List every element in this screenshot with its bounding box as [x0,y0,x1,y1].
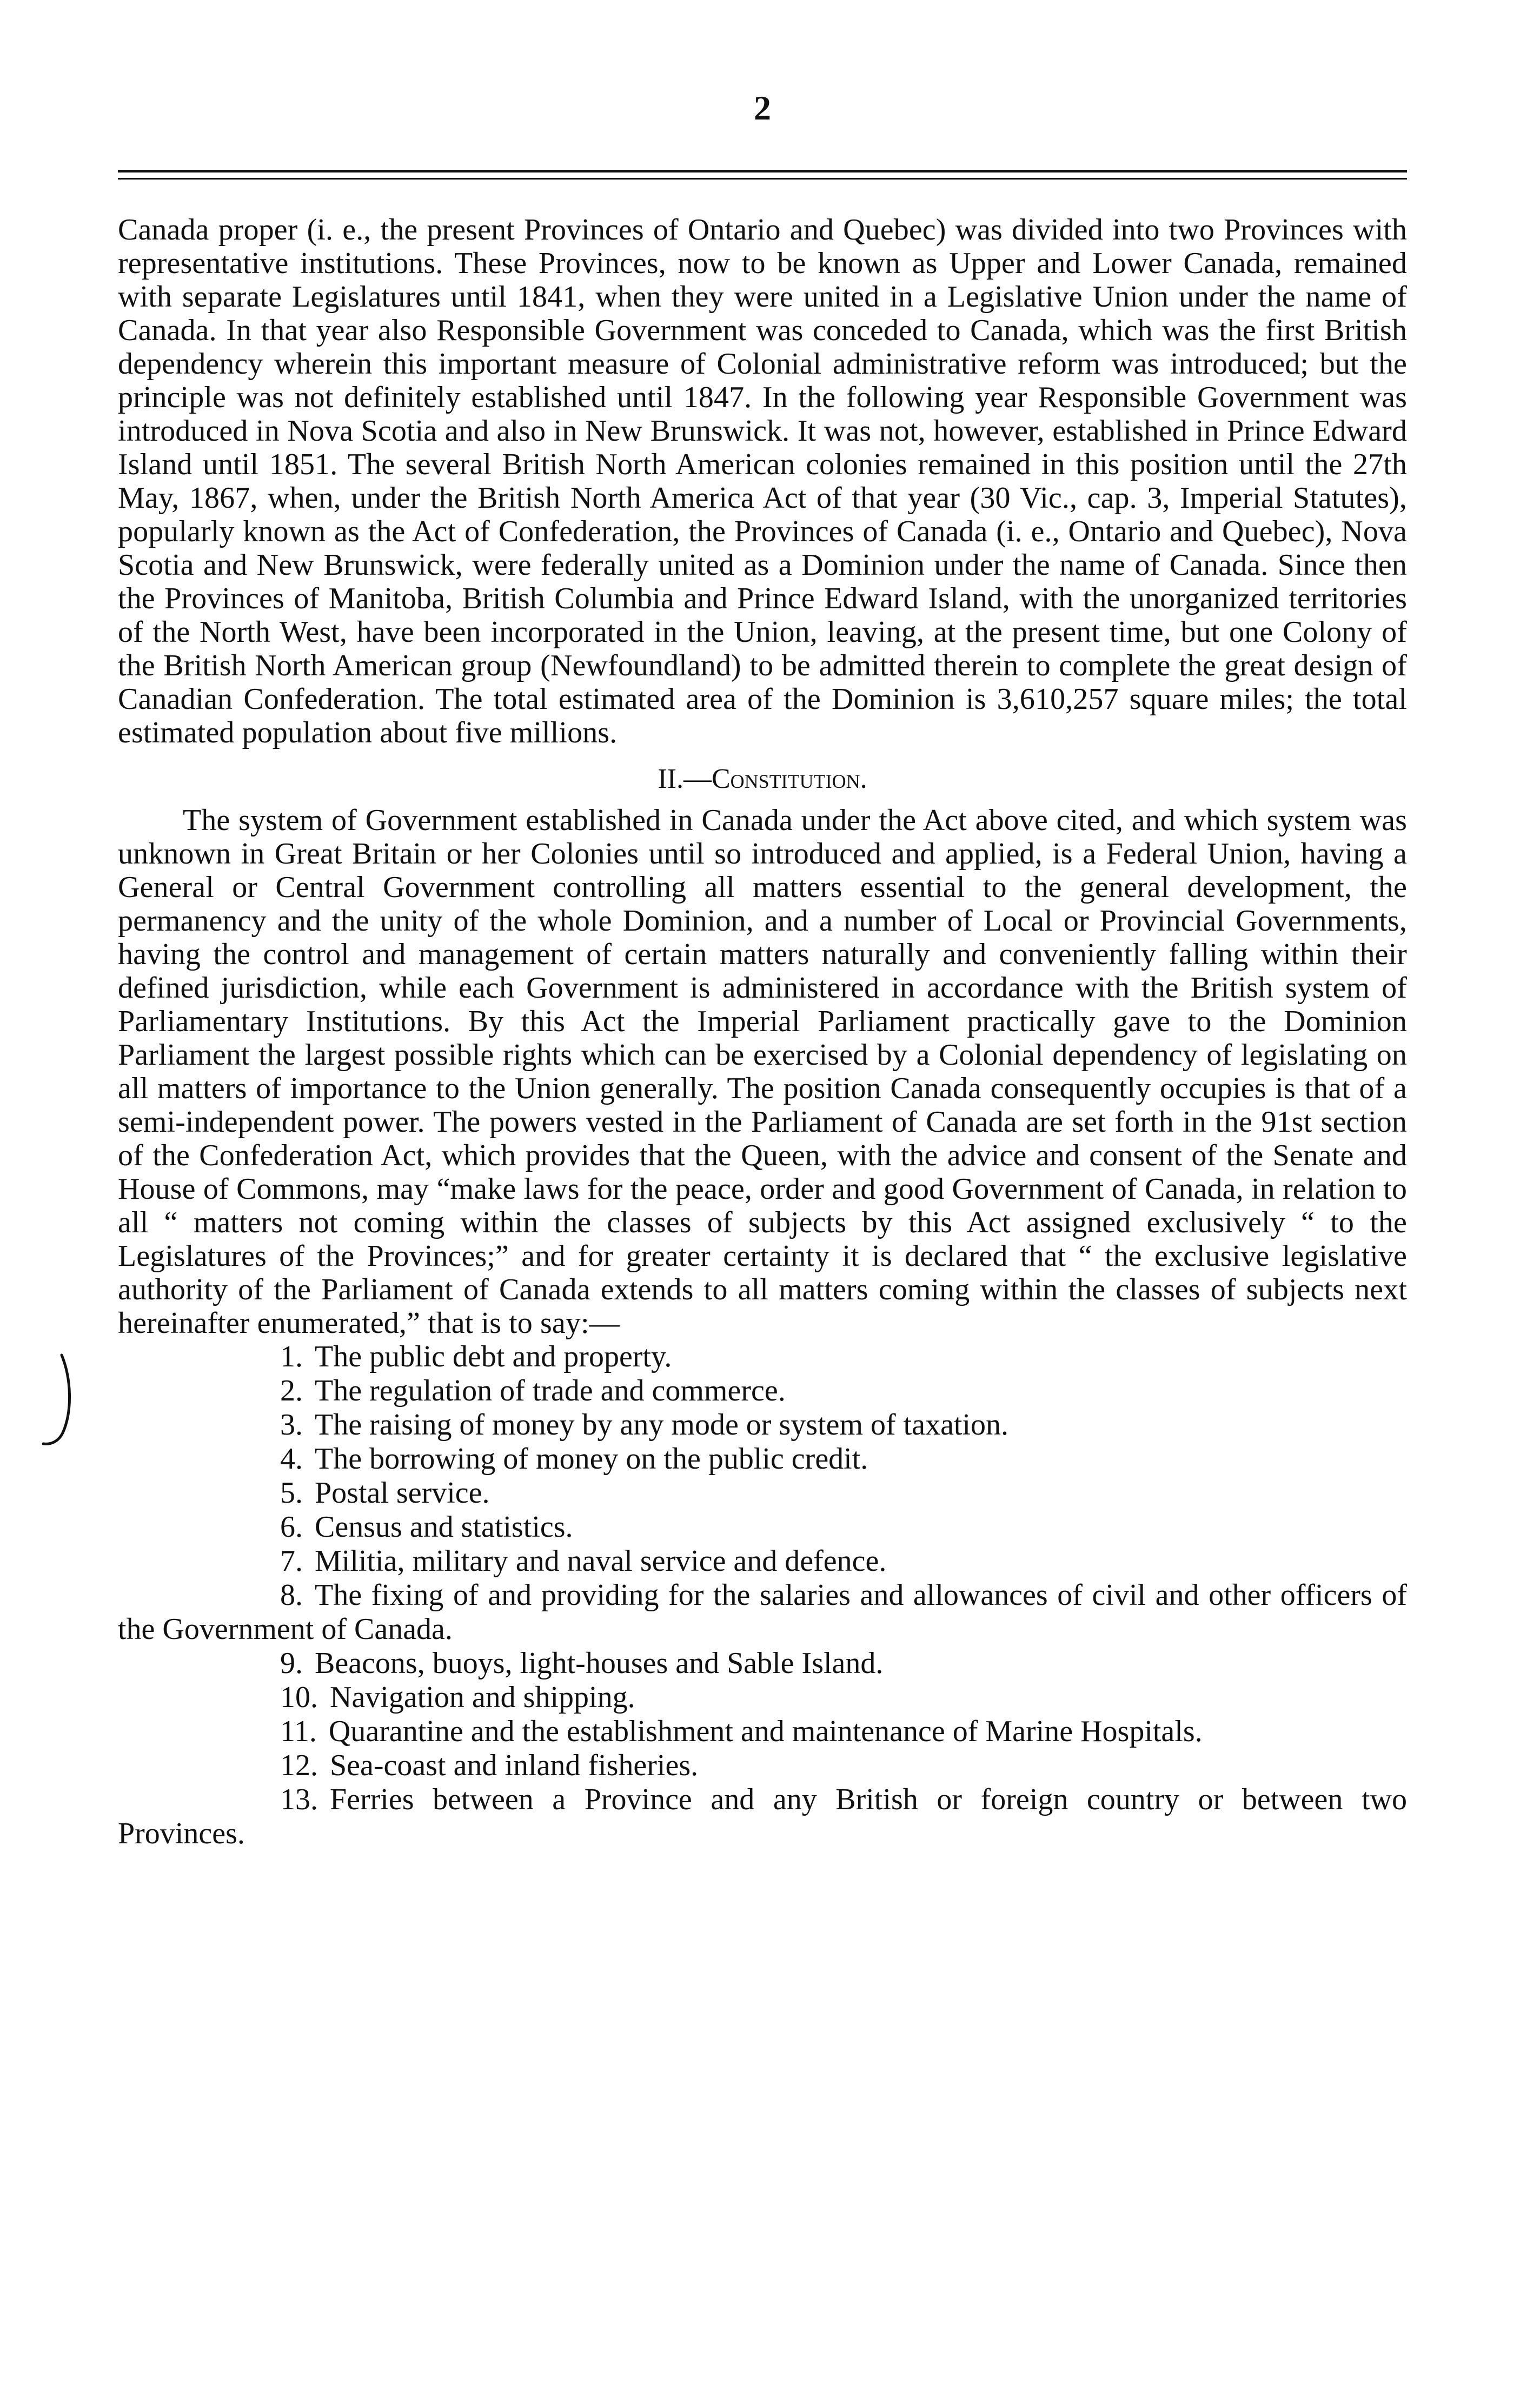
enumerated-item-number: 2. [280,1374,303,1408]
enumerated-item-text: Beacons, buoys, light-houses and Sable Island. [315,1647,884,1680]
enumerated-item-text: The public debt and property. [315,1340,672,1373]
enumerated-item-number: 12. [280,1749,318,1782]
enumerated-item [118,1374,1407,1408]
enumerated-item-text: Navigation and shipping. [330,1681,635,1714]
enumerated-item-text: The fixing of and providing for the salaries and allowances of civil and other officers of the Government of Canada. [118,1578,1407,1646]
enumerated-item [118,1681,1407,1715]
enumerated-item-text: Census and statistics. [315,1510,573,1544]
enumerated-item-text: The raising of money by any mode or system of taxation. [315,1408,1009,1442]
enumerated-powers-list [118,1340,1407,1851]
header-rule-thin [118,178,1407,180]
enumerated-item [118,1476,1407,1510]
enumerated-item-number: 4. [280,1442,303,1476]
enumerated-item [118,1715,1407,1749]
enumerated-item-number: 5. [280,1476,303,1510]
enumerated-item-number: 8. [280,1578,303,1612]
enumerated-item-number: 6. [280,1510,303,1544]
enumerated-item-number: 10. [280,1681,318,1714]
enumerated-item [118,1749,1407,1783]
enumerated-item [118,1408,1407,1442]
enumerated-item [118,1340,1407,1374]
constitution-paragraph: The system of Government established in Canada under the Act above cited, and which system was unknown in Great Britain or her Colonies until so introduced and applied, is a Federal Union, having a General or Central Government controlling all matters essential to the general development, the permanency and the unity of the whole Dominion, and a number of Local or Provincial Governments, having the control and management of certain matters naturally and conveniently falling within their defined jurisdiction, while each Government is administered in accordance with the British system of Parliamentary Institutions. By this Act the Imperial Parliament practically gave to the Dominion Parliament the largest possible rights which can be exercised by a Colonial dependency of legislating on all matters of importance to the Union generally. The position Canada consequently occupies is that of a semi-independent power. The powers vested in the Parliament of Canada are set forth in the 91st section of the Confederation Act, which provides that the Queen, with the advice and consent of the Senate and House of Commons, may “make laws for the peace, order and good Government of Canada, in relation to all “ matters not coming within the classes of subjects by this Act assigned exclusively “ to the Legislatures of the Provinces;” and for greater certainty it is declared that “ the exclusive legislative authority of the Parliament of Canada extends to all matters coming within the classes of subjects next hereinafter enumerated,” that is to say:— [118,804,1407,1340]
enumerated-item-text: Sea-coast and inland fisheries. [330,1749,699,1782]
intro-paragraph: Canada proper (i. e., the present Provinces of Ontario and Quebec) was divided into two Provinces with representative institutions. These Provinces, now to be known as Upper and Lower Canada, remained with separate Legislatures until 1841, when they were united in a Legislative Union under the name of Canada. In that year also Responsible Government was conceded to Canada, which was the first British dependency wherein this important measure of Colonial administrative reform was introduced; but the principle was not definitely established until 1847. In the following year Responsible Government was introduced in Nova Scotia and also in New Brunswick. It was not, however, established in Prince Edward Island until 1851. The several British North American colonies remained in this position until the 27th May, 1867, when, under the British North America Act of that year (30 Vic., cap. 3, Imperial Statutes), popularly known as the Act of Confederation, the Provinces of Canada (i. e., Ontario and Quebec), Nova Scotia and New Brunswick, were federally united as a Dominion under the name of Canada. Since then the Provinces of Manitoba, British Columbia and Prince Edward Island, with the unorganized territories of the North West, have been incorporated in the Union, leaving, at the present time, but one Colony of the British North American group (Newfoundland) to be admitted therein to complete the great design of Canadian Confederation. The total estimated area of the Dominion is 3,610,257 square miles; the total estimated population about five millions. [118,213,1407,749]
margin-bracket-mark [40,1352,78,1449]
enumerated-item-text: The borrowing of money on the public credit. [315,1442,868,1476]
enumerated-item-text: Ferries between a Province and any British or foreign country or between two Provinces. [118,1783,1407,1850]
enumerated-item [118,1510,1407,1544]
enumerated-item-number: 13. [280,1783,318,1816]
enumerated-item-text: Militia, military and naval service and defence. [315,1544,887,1578]
section-heading: II.—Constitution. [658,764,867,794]
enumerated-item-number: 11. [280,1715,317,1748]
enumerated-item [118,1578,1407,1647]
enumerated-item-text: Postal service. [315,1476,490,1510]
enumerated-item-number: 1. [280,1340,303,1373]
enumerated-item-number: 9. [280,1647,303,1680]
enumerated-item-text: Quarantine and the establishment and maintenance of Marine Hospitals. [328,1715,1203,1748]
enumerated-item [118,1442,1407,1476]
enumerated-item-number: 3. [280,1408,303,1442]
enumerated-item [118,1783,1407,1851]
enumerated-item-number: 7. [280,1544,303,1578]
enumerated-item [118,1647,1407,1681]
enumerated-item-text: The regulation of trade and commerce. [315,1374,786,1408]
header-rule-thick [118,170,1407,172]
page-number: 2 [754,89,771,127]
enumerated-item [118,1544,1407,1578]
